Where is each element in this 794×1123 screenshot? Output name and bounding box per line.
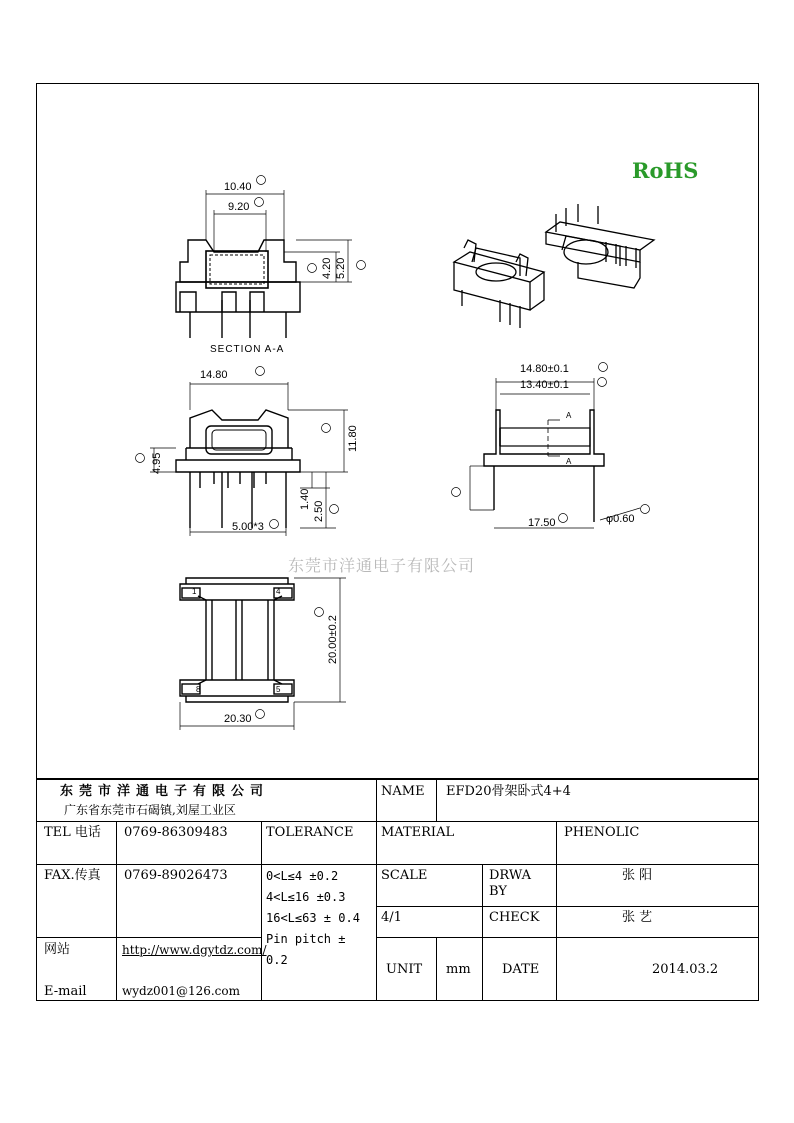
fax-value: 0769-89026473 (124, 868, 228, 883)
email-value: wydz001@126.com (122, 984, 241, 998)
material-value: PHENOLIC (564, 825, 640, 840)
drawn-by-label: DRWA BY (489, 868, 532, 899)
section-a-a-view (176, 176, 366, 339)
dim-bottom-length: 20.00±0.2 (327, 615, 339, 664)
company-name: 东莞市洋通电子有限公司 (60, 784, 270, 799)
dim-front-flange: 4.95 (151, 452, 163, 474)
date-label: DATE (502, 962, 540, 977)
dim-section-width-inner: 9.20 (228, 201, 250, 213)
tel-label: TEL 电话 (44, 825, 101, 840)
name-label: NAME (381, 784, 425, 799)
scale-label: SCALE (381, 868, 428, 883)
part-name: EFD20骨架卧式4+4 (446, 784, 571, 799)
unit-label: UNIT (386, 962, 423, 977)
tel-value: 0769-86309483 (124, 825, 228, 840)
date-value: 2014.03.2 (652, 962, 719, 977)
dim-front-pin-a: 1.40 (299, 488, 311, 510)
pin-number-1: 1 (192, 587, 197, 596)
check-value: 张 艺 (622, 910, 653, 925)
pin-number-8: 8 (196, 685, 201, 694)
check-label: CHECK (489, 910, 540, 925)
rohs-mark: RoHS (632, 158, 699, 183)
section-label: SECTION A-A (210, 344, 285, 355)
dim-front-pin-pitch: 5.00*3 (232, 521, 264, 533)
dim-front-width: 14.80 (200, 369, 228, 381)
website-label: 网站 (44, 942, 71, 957)
website-link[interactable]: http://www.dgytdz.com/ (122, 943, 267, 957)
tolerance-table: 0<L≤4 ±0.2 4<L≤16 ±0.3 16<L≤63 ± 0.4 Pin pitch ± 0.2 (266, 869, 360, 967)
drawn-by-value: 张 阳 (622, 868, 653, 883)
isometric-view (454, 204, 654, 328)
dim-section-h-outer: 5.20 (335, 257, 347, 279)
side-section-mark-top: A (566, 411, 572, 420)
tolerance-label: TOLERANCE (266, 825, 354, 840)
email-label: E-mail (44, 984, 87, 999)
dim-side-w2: 13.40±0.1 (520, 379, 569, 391)
dim-side-pin-dia: φ0.60 (606, 513, 635, 525)
dim-front-height: 11.80 (347, 425, 359, 452)
dim-side-pin-span: 17.50 (528, 517, 556, 529)
pin-number-4: 4 (276, 587, 281, 596)
side-section-mark-bottom: A (566, 457, 572, 466)
dim-section-width-outer: 10.40 (224, 181, 252, 193)
scale-value: 4/1 (381, 910, 402, 925)
dim-bottom-width: 20.30 (224, 713, 252, 725)
company-watermark: 东莞市洋通电子有限公司 (288, 556, 476, 575)
dim-side-w1: 14.80±0.1 (520, 363, 569, 375)
dim-section-h-inner: 4.20 (321, 257, 333, 279)
dim-front-pin-b: 2.50 (313, 500, 325, 522)
company-address: 广东省东莞市石碣镇,刘屋工业区 (64, 803, 236, 817)
unit-value: mm (446, 962, 471, 977)
material-label: MATERIAL (381, 825, 455, 840)
bottom-view (180, 578, 346, 730)
fax-label: FAX.传真 (44, 868, 101, 883)
pin-number-5: 5 (276, 685, 281, 694)
